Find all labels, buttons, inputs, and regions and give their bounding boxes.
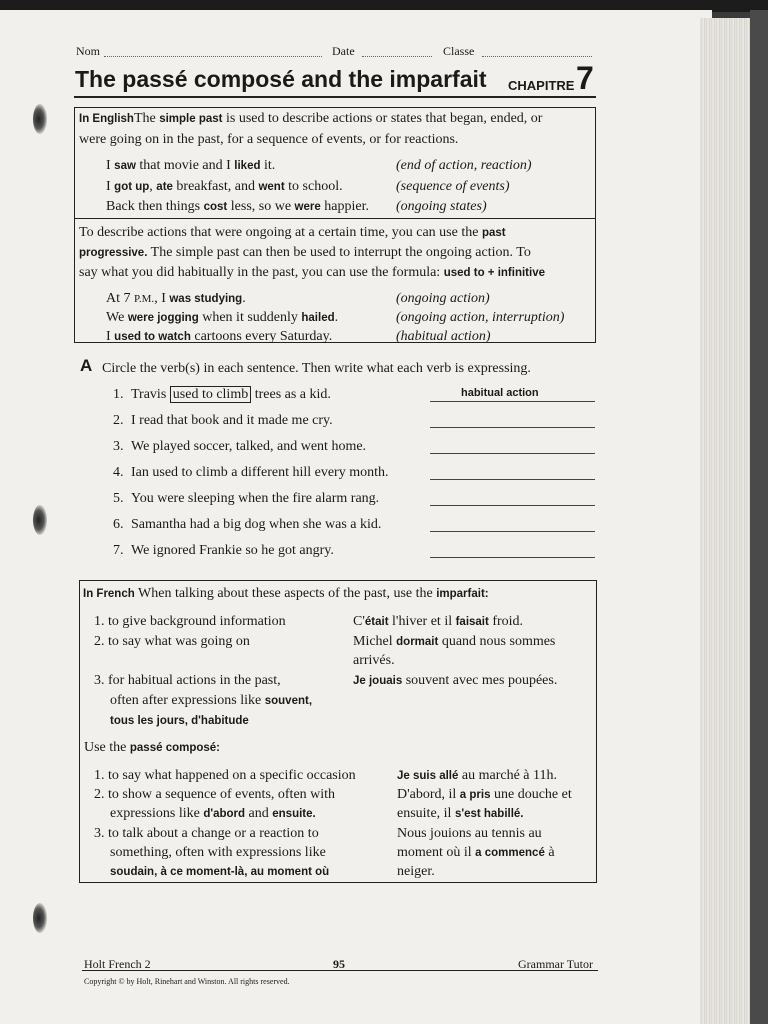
english-example-5: We were jogging when it suddenly hailed. bbox=[106, 310, 339, 325]
english-example-1: I saw that movie and I liked it. bbox=[106, 158, 276, 173]
answer-line-1[interactable] bbox=[430, 401, 595, 402]
answer-line-6[interactable] bbox=[430, 531, 595, 532]
footer-book-title: Holt French 2 bbox=[84, 957, 151, 971]
pc-use-2-line2: expressions like d'abord and ensuite. bbox=[110, 806, 316, 821]
english-para2-line1: To describe actions that were ongoing at a certain time, you can use the past bbox=[79, 225, 506, 240]
pc-use-3-line2: something, often with expressions like bbox=[110, 845, 326, 860]
english-example-6-note: (habitual action) bbox=[396, 329, 491, 344]
date-label: Date bbox=[332, 44, 355, 58]
imparfait-example-3: Je jouais souvent avec mes poupées. bbox=[353, 673, 558, 688]
title-rule bbox=[74, 96, 596, 98]
english-box-divider bbox=[74, 218, 596, 219]
in-french-label: In French bbox=[83, 588, 135, 600]
pc-example-3: ensuite, il s'est habillé. bbox=[397, 806, 524, 821]
english-para2-line3: say what you did habitually in the past, you can use the formula: used to + infinitive bbox=[79, 265, 545, 280]
footer-section: Grammar Tutor bbox=[518, 957, 593, 971]
imparfait-example-2: Michel dormait quand nous sommes bbox=[353, 634, 556, 649]
pc-use-3-line3: soudain, à ce moment-là, au moment où bbox=[110, 866, 330, 878]
answer-line-3[interactable] bbox=[430, 453, 595, 454]
english-example-2: I got up, ate breakfast, and went to school. bbox=[106, 179, 343, 194]
pc-use-3: 3. to talk about a change or a reaction to bbox=[94, 826, 319, 841]
pc-use-2: 2. to show a sequence of events, often with bbox=[94, 787, 336, 802]
english-intro-line1: In EnglishThe simple past is used to describe actions or states that began, ended, or bbox=[79, 111, 543, 126]
pc-example-2: D'abord, il a pris une douche et bbox=[397, 787, 572, 802]
french-intro: In French When talking about these aspects of the past, use the imparfait: bbox=[83, 586, 489, 601]
english-example-3: Back then things cost less, so we were happier. bbox=[106, 199, 369, 214]
footer-page-number: 95 bbox=[333, 957, 345, 971]
english-example-3-note: (ongoing states) bbox=[396, 199, 487, 214]
in-english-label: In English bbox=[79, 113, 134, 125]
english-example-4-note: (ongoing action) bbox=[396, 291, 490, 306]
scan-right-border bbox=[750, 10, 768, 1024]
pc-example-4: Nous jouions au tennis au bbox=[397, 826, 542, 841]
class-label: Classe bbox=[443, 44, 475, 58]
pc-example-1: Je suis allé au marché à 11h. bbox=[397, 768, 557, 783]
english-intro-line2: were going on in the past, for a sequence of events, or for reactions. bbox=[79, 132, 459, 147]
exercise-a-instruction: Circle the verb(s) in each sentence. Then write what each verb is expressing. bbox=[102, 361, 531, 376]
english-example-6: I used to watch cartoons every Saturday. bbox=[106, 329, 333, 344]
exercise-item-2: 2. I read that book and it made me cry. bbox=[113, 413, 333, 428]
english-example-5-note: (ongoing action, interruption) bbox=[396, 310, 565, 325]
imparfait-use-3-line3: tous les jours, d'habitude bbox=[110, 715, 249, 727]
chapter-number: 7 bbox=[576, 60, 594, 96]
exercise-a-letter: A bbox=[80, 356, 93, 375]
english-example-1-note: (end of action, reaction) bbox=[396, 158, 532, 173]
imparfait-example-2-line2: arrivés. bbox=[353, 653, 395, 668]
exercise-item-3: 3. We played soccer, talked, and went home. bbox=[113, 439, 367, 454]
pc-example-6: neiger. bbox=[397, 864, 435, 879]
footer-copyright: Copyright © by Holt, Rinehart and Winston. All rights reserved. bbox=[84, 977, 290, 986]
exercise-item-7: 7. We ignored Frankie so he got angry. bbox=[113, 543, 334, 558]
binder-hole-icon bbox=[33, 903, 47, 933]
binder-hole-icon bbox=[33, 505, 47, 535]
page-title: The passé composé and the imparfait bbox=[75, 66, 487, 92]
passe-compose-intro: Use the passé composé: bbox=[84, 740, 221, 755]
answer-line-4[interactable] bbox=[430, 479, 595, 480]
exercise-item-6: 6. Samantha had a big dog when she was a kid. bbox=[113, 517, 382, 532]
answer-line-7[interactable] bbox=[430, 557, 595, 558]
circled-verb: used to climb bbox=[170, 386, 251, 403]
english-para2-line2: progressive. The simple past can then be used to interrupt the ongoing action. To bbox=[79, 245, 531, 260]
answer-1-text: habitual action bbox=[461, 387, 539, 399]
english-example-2-note: (sequence of events) bbox=[396, 179, 510, 194]
english-example-4: At 7 P.M., I was studying. bbox=[106, 291, 246, 306]
exercise-item-5: 5. You were sleeping when the fire alarm rang. bbox=[113, 491, 380, 506]
imparfait-example-1: C'était l'hiver et il faisait froid. bbox=[353, 614, 524, 629]
answer-line-5[interactable] bbox=[430, 505, 595, 506]
date-field[interactable] bbox=[362, 56, 432, 57]
pc-use-1: 1. to say what happened on a specific occasion bbox=[94, 768, 356, 783]
imparfait-use-3: 3. for habitual actions in the past, bbox=[94, 673, 281, 688]
pc-example-5: moment où il a commencé à bbox=[397, 845, 555, 860]
name-label: Nom bbox=[76, 44, 100, 58]
class-field[interactable] bbox=[482, 56, 592, 57]
exercise-item-1: 1. Travis used to climb trees as a kid. bbox=[113, 387, 331, 402]
chapter-label: CHAPITRE bbox=[508, 78, 575, 93]
answer-line-2[interactable] bbox=[430, 427, 595, 428]
imparfait-use-3-line2: often after expressions like souvent, bbox=[110, 693, 313, 708]
binder-hole-icon bbox=[33, 104, 47, 134]
imparfait-use-2: 2. to say what was going on bbox=[94, 634, 250, 649]
book-page-edges bbox=[700, 18, 750, 1024]
exercise-item-4: 4. Ian used to climb a different hill every month. bbox=[113, 465, 389, 480]
name-field[interactable] bbox=[104, 56, 322, 57]
imparfait-use-1: 1. to give background information bbox=[94, 614, 286, 629]
